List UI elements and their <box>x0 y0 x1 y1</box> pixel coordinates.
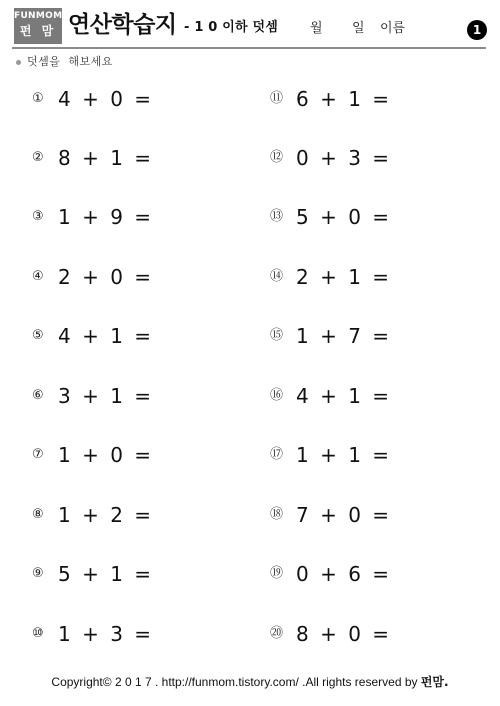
bullet-icon <box>16 60 21 65</box>
name-label: 이름 <box>380 21 406 36</box>
problem-item <box>270 562 390 586</box>
problem-number: ⑱ <box>270 507 284 522</box>
problem-expression: 0 + 3 = <box>296 146 390 170</box>
problem-expression: 0 + 6 = <box>296 562 390 586</box>
problem-expression: 1 + 9 = <box>58 205 152 229</box>
problem-number: ⑲ <box>270 566 284 581</box>
problem-item <box>32 146 152 170</box>
problem-expression: 6 + 1 = <box>296 87 390 111</box>
problem-number: ⑰ <box>270 447 284 462</box>
logo-text-top: FUNMOM <box>14 11 63 21</box>
problem-number: ⑯ <box>270 388 284 403</box>
problem-number: ⑩ <box>32 626 44 641</box>
problem-expression: 7 + 0 = <box>296 503 390 527</box>
problem-number: ③ <box>32 209 44 224</box>
problem-number: ② <box>32 150 44 165</box>
problem-number: ⑬ <box>270 209 284 224</box>
problem-number: ① <box>32 91 44 106</box>
problem-item <box>32 384 152 408</box>
problem-expression: 3 + 1 = <box>58 384 152 408</box>
problem-number: ⑫ <box>270 150 284 165</box>
worksheet-title: 연산학습지 <box>68 12 177 38</box>
problem-expression: 5 + 0 = <box>296 205 390 229</box>
problem-item <box>270 265 390 289</box>
problem-item <box>270 205 390 229</box>
problem-expression: 1 + 2 = <box>58 503 152 527</box>
problem-expression: 4 + 0 = <box>58 87 152 111</box>
problem-item <box>270 503 390 527</box>
instruction-text: 덧셈을 해보세요 <box>27 55 113 68</box>
problem-number: ⑦ <box>32 447 44 462</box>
problem-number: ⑮ <box>270 328 284 343</box>
problem-item <box>32 87 152 111</box>
problem-number: ⑤ <box>32 328 44 343</box>
problem-expression: 4 + 1 = <box>58 324 152 348</box>
problem-number: ⑭ <box>270 269 284 284</box>
problem-number: ⑳ <box>270 626 284 641</box>
problem-number: ⑨ <box>32 566 44 581</box>
problem-expression: 1 + 3 = <box>58 622 152 646</box>
problem-item <box>32 205 152 229</box>
header-divider <box>12 47 486 49</box>
month-label: 월 <box>310 21 323 36</box>
worksheet-subtitle: - 1 0 이하 덧셈 <box>184 20 279 35</box>
problem-expression: 5 + 1 = <box>58 562 152 586</box>
problem-number: ⑥ <box>32 388 44 403</box>
problem-item <box>270 87 390 111</box>
problem-item <box>32 443 152 467</box>
problem-expression: 4 + 1 = <box>296 384 390 408</box>
problem-item <box>32 265 152 289</box>
problem-expression: 8 + 1 = <box>58 146 152 170</box>
problem-item <box>270 324 390 348</box>
problem-item <box>270 443 390 467</box>
problem-expression: 2 + 0 = <box>58 265 152 289</box>
problem-item <box>270 384 390 408</box>
problem-item <box>32 503 152 527</box>
problem-number: ⑧ <box>32 507 44 522</box>
problem-item <box>32 562 152 586</box>
problem-expression: 1 + 7 = <box>296 324 390 348</box>
copyright-footer <box>0 674 500 690</box>
page-number-badge: 1 <box>467 20 487 40</box>
problem-expression: 1 + 1 = <box>296 443 390 467</box>
problem-item <box>270 622 390 646</box>
problem-expression: 2 + 1 = <box>296 265 390 289</box>
copyright-owner: 펀맘. <box>420 675 449 689</box>
day-label: 일 <box>352 21 365 36</box>
problem-item <box>270 146 390 170</box>
copyright-text: Copyright© 2 0 1 7 . http://funmom.tistory.com/ .All rights reserved by <box>51 675 421 689</box>
problem-number: ④ <box>32 269 44 284</box>
problem-item <box>32 622 152 646</box>
problem-expression: 1 + 0 = <box>58 443 152 467</box>
problem-expression: 8 + 0 = <box>296 622 390 646</box>
logo-text-bottom: 펀 맘 <box>19 24 57 38</box>
problem-number: ⑪ <box>270 91 284 106</box>
funmom-logo <box>14 8 62 44</box>
problem-item <box>32 324 152 348</box>
